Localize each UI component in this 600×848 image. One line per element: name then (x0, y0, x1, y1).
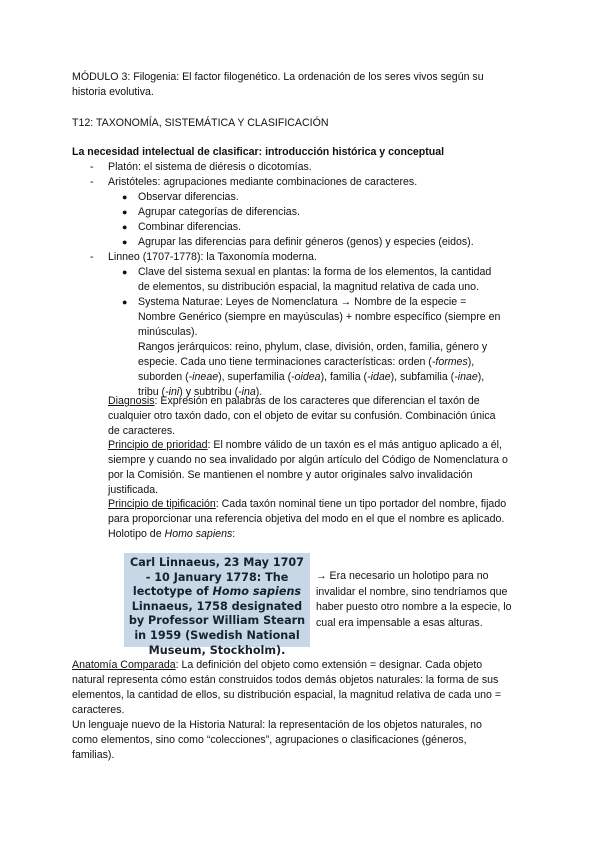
bullet-marker: ● (122, 207, 128, 217)
module-line: MÓDULO 3: Filogenia: El factor filogenético. La ordenación de los seres vivos según su (72, 71, 484, 83)
prioridad-term: Principio de prioridad (108, 439, 208, 451)
dash-marker: - (90, 176, 94, 188)
tipificacion-term: Principio de tipificación (108, 498, 216, 510)
list-item: ● Observar diferencias. (122, 191, 239, 203)
holotype-caption-image: Carl Linnaeus, 23 May 1707 - 10 January 1778: The lectotype of Homo sapiens Linnaeus, 1758 designated by Professor William Stearn in 1959 (Swedish National Museum, Stockholm). (124, 553, 310, 647)
dash-marker: - (90, 251, 94, 263)
module-line: historia evolutiva. (72, 86, 154, 98)
anatomia-paragraph: Anatomía Comparada: La definición del objeto como extensión = designar. Cada objeto natural representa cómo están construidos todos demás objetos naturales: la forma de sus elementos, la cantidad de ellos, su distribución espacial, la magnitud relativa de cada uno = caracteres. (72, 659, 502, 716)
bullet-marker: ● (122, 222, 128, 232)
section-heading: La necesidad intelectual de clasificar: introducción histórica y conceptual (72, 146, 445, 158)
list-item-systema: ● Systema Naturae: Leyes de Nomenclatura → Nombre de la especie = Nombre Genérico (siempre en mayúsculas) + nombre específico (siempre en minúsculas). Rangos jerárquicos: reino, phylum, clase, división, orden, familia, género y especie. Cada uno tiene terminaciones características: orden (-formes), suborden (-ineae), superfamilia (-oidea), familia (-idae), subfamilia (-inae), tribu (-ini) y subtribu (-ina). (122, 295, 540, 400)
rangos-line: tribu (-ini) y subtribu (-ina). (138, 386, 263, 398)
bullet-marker: ● (122, 267, 128, 277)
list-item-clave: ● Clave del sistema sexual en plantas: la forma de los elementos, la cantidad de elementos, su distribución espacial, la magnitud relativa de cada uno. (122, 266, 492, 293)
prioridad-paragraph: Principio de prioridad: El nombre válido de un taxón es el más antiguo aplicado a él, siempre y cuando no sea invalidado por algún artículo del Código de Nomenclatura o por la Comisión. Se mantienen el nombre y autor originales salvo invalidación justificada. (108, 439, 508, 496)
anatomia-term: Anatomía Comparada (72, 659, 176, 671)
module-heading (72, 70, 542, 100)
list-item: ● Agrupar las diferencias para definir géneros (genos) y especies (eidos). (122, 236, 474, 248)
lenguaje-paragraph: Un lenguaje nuevo de la Historia Natural: la representación de los objetos naturales, no como elementos, sino como “colecciones”, agrupaciones o clasificaciones (géneros, familias). (72, 719, 482, 761)
rangos-line: Rangos jerárquicos: reino, phylum, clase, división, orden, familia, género y (138, 341, 488, 353)
list-item: ● Agrupar categorías de diferencias. (122, 206, 300, 218)
rangos-line: especie. Cada uno tiene terminaciones características: orden (-formes), (138, 356, 475, 368)
bullet-marker: ● (122, 237, 128, 247)
bullet-marker: ● (122, 297, 128, 307)
bullet-marker: ● (122, 192, 128, 202)
list-item: ● Combinar diferencias. (122, 221, 242, 233)
list-item-aristoteles: - Aristóteles: agrupaciones mediante combinaciones de caracteres. ● Observar diferencias. ● Agrupar categorías de diferencias. ● Combinar diferencias. ● Agrupar las diferencias para definir géneros (genos) y especies (eidos). (90, 175, 540, 250)
history-list (90, 160, 540, 400)
tipificacion-paragraph: Principio de tipificación: Cada taxón nominal tiene un tipo portador del nombre, fijado para proporcionar una referencia objetiva del modo en el que el nombre es aplicado. Holotipo de Homo sapiens: (108, 498, 507, 540)
aristoteles-sublist (122, 190, 540, 250)
holotype-note: → Era necesario un holotipo para no invalidar el nombre, sino tendríamos que haber puesto otro nombre a la especie, lo cual era impensable a esas alturas. (316, 570, 512, 629)
list-item-linneo: - Linneo (1707-1778): la Taxonomía moderna. ● Clave del sistema sexual en plantas: la forma de los elementos, la cantidad de elementos, su distribución espacial, la magnitud relativa de cada uno. ● Systema Naturae: Leyes de Nomenclatura → Nombre de la especie = Nombre Genérico (siempre en mayúsculas) + nombre específico (siempre en minúsculas). Rangos jerárquicos: reino, phylum, clase, división, orden, familia, género y especie. Cada uno tiene terminaciones características: orden (-formes), suborden (-ineae), superfamilia (-oidea), familia (-idae), subfamilia (-inae), tribu (-ini) y subtribu (-ina). (90, 250, 540, 400)
dash-marker: - (90, 161, 94, 173)
list-item-platon: - Platón: el sistema de diéresis o dicotomías. (90, 161, 312, 173)
diagnosis-term: Diagnosis (108, 395, 155, 407)
diagnosis-paragraph: Diagnosis: Expresión en palabras de los caracteres que diferencian el taxón de cualquier otro taxón dado, con el objeto de evitar su confusión. Combinación única de caracteres. (108, 395, 496, 437)
rangos-line: suborden (-ineae), superfamilia (-oidea), familia (-idae), subfamilia (-inae), (138, 371, 485, 383)
topic-title: T12: TAXONOMÍA, SISTEMÁTICA Y CLASIFICACIÓN (72, 117, 329, 129)
linneo-sublist (122, 265, 540, 400)
